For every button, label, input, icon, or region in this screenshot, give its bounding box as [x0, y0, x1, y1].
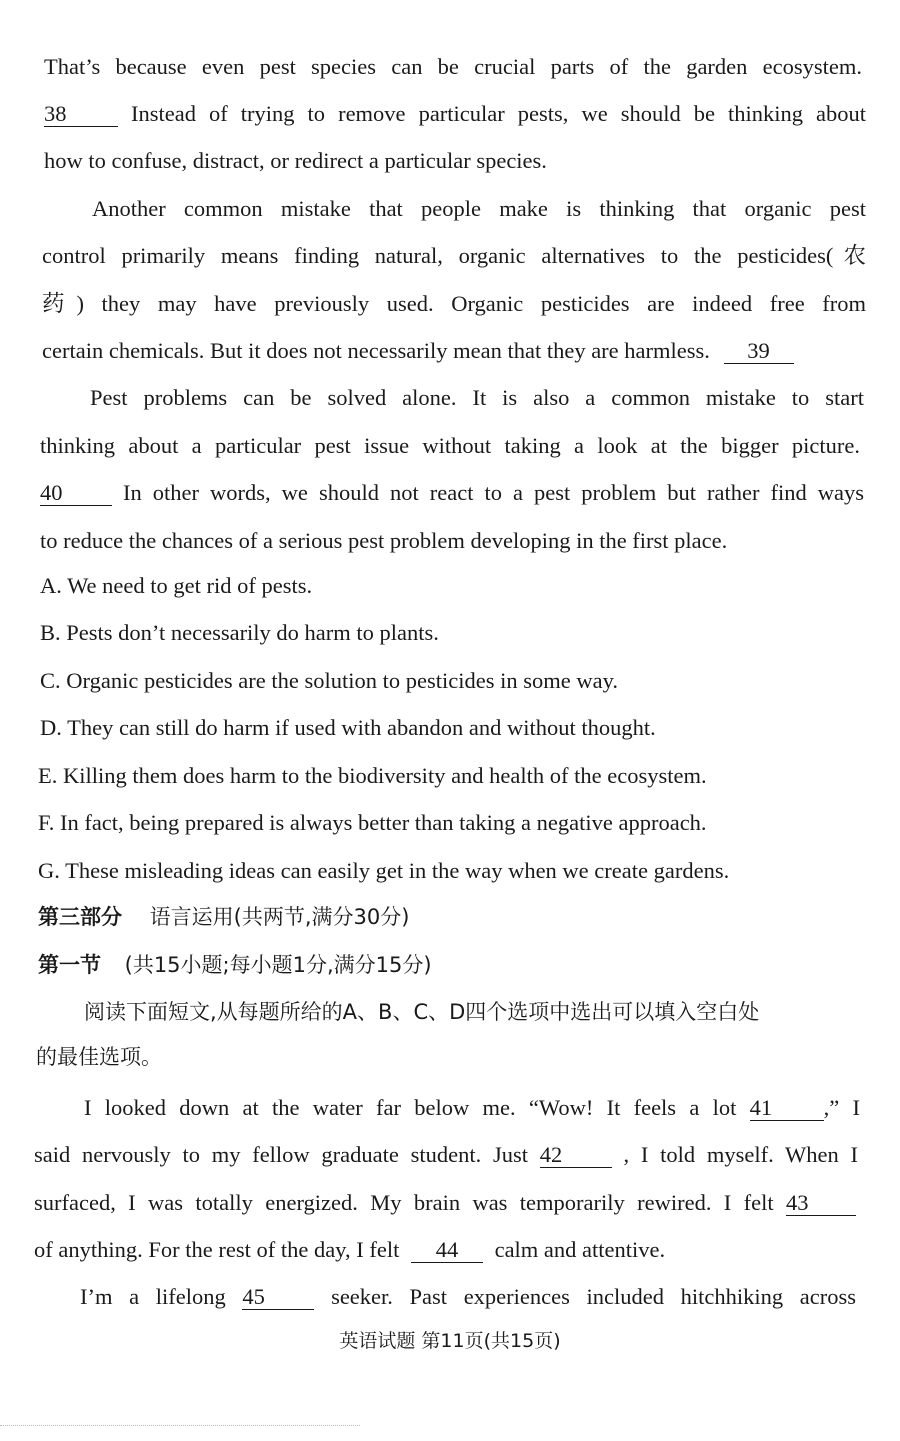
option-c: C. Organic pesticides are the solution to pesticides in some way. — [40, 668, 619, 693]
text-span: thinking about a particular pest issue without taking a look at the bigger picture. — [40, 433, 860, 458]
text-span: I looked down at the water far below me. “Wow! It feels a lot — [84, 1095, 737, 1120]
text-span: control primarily means finding natural, organic alternatives to the pesticides(农 — [42, 243, 866, 268]
passage-line — [42, 336, 794, 366]
option-e: E. Killing them does harm to the biodiversity and health of the ecosystem. — [38, 763, 707, 788]
cloze-line — [84, 1093, 860, 1123]
option-d: D. They can still do harm if used with abandon and without thought. — [40, 715, 656, 740]
blank-44: 44 — [411, 1238, 483, 1263]
text-span: calm and attentive. — [494, 1237, 666, 1262]
passage-line — [40, 526, 727, 556]
passage-line — [44, 146, 547, 176]
blank-38: 38 — [44, 102, 118, 127]
text-span: Instead of trying to remove particular pests, we should be thinking about — [131, 101, 866, 126]
page-footer: 英语试题 第11页(共15页) — [339, 1330, 561, 1352]
cloze-line — [34, 1235, 665, 1265]
text-span: ,” I — [823, 1095, 860, 1120]
blank-45: 45 — [242, 1285, 314, 1310]
text-span: Another common mistake that people make is thinking that organic pest — [92, 196, 866, 221]
text-span: of anything. For the rest of the day, I felt — [34, 1237, 400, 1262]
blank-40: 40 — [40, 481, 112, 506]
text-span: In other words, we should not react to a pest problem but rather find ways — [123, 480, 865, 505]
passage-line — [44, 52, 862, 82]
option-b: B. Pests don’t necessarily do harm to plants. — [40, 620, 439, 645]
instructions-line — [36, 1042, 162, 1072]
cloze-line — [34, 1140, 858, 1170]
text-span: 阅读下面短文,从每题所给的A、B、C、D四个选项中选出可以填入空白处 — [84, 1000, 760, 1024]
part-heading — [38, 902, 409, 932]
passage-line — [92, 194, 866, 224]
scan-edge-divider — [0, 1425, 360, 1426]
section-heading — [38, 950, 432, 980]
passage-line — [90, 383, 864, 413]
section-note: (共15小题;每小题1分,满分15分) — [124, 953, 432, 977]
passage-line — [40, 431, 860, 461]
passage-line — [40, 478, 864, 508]
passage-line — [44, 99, 866, 129]
option-a: A. We need to get rid of pests. — [40, 573, 313, 598]
text-span: I’m a lifelong — [80, 1284, 226, 1309]
text-span: certain chemicals. But it does not necessarily mean that they are harmless. — [42, 338, 710, 363]
part-title: 第三部分 — [38, 905, 122, 929]
text-span: That’s because even pest species can be crucial parts of the garden ecosystem. — [44, 54, 862, 79]
text-span: , I told myself. When I — [623, 1142, 859, 1167]
blank-42: 42 — [540, 1143, 612, 1168]
option-f: F. In fact, being prepared is always better than taking a negative approach. — [38, 810, 707, 835]
passage-line — [42, 241, 866, 271]
text-span: surfaced, I was totally energized. My brain was temporarily rewired. I felt — [34, 1190, 774, 1215]
text-span: Pest problems can be solved alone. It is also a common mistake to start — [90, 385, 864, 410]
blank-43: 43 — [786, 1191, 856, 1216]
text-span: to reduce the chances of a serious pest problem developing in the first place. — [40, 528, 728, 553]
text-span: seeker. Past experiences included hitchhiking across — [331, 1284, 857, 1309]
cloze-line — [34, 1188, 856, 1218]
text-span: said nervously to my fellow graduate student. Just — [34, 1142, 528, 1167]
section-title: 第一节 — [38, 953, 101, 977]
text-span: how to confuse, distract, or redirect a particular species. — [44, 148, 547, 173]
text-span: 药) they may have previously used. Organic pesticides are indeed free from — [42, 291, 866, 316]
instructions-line — [84, 997, 759, 1027]
blank-39: 39 — [724, 339, 794, 364]
cloze-line — [80, 1282, 856, 1312]
text-span: 的最佳选项。 — [36, 1045, 162, 1069]
blank-41: 41 — [750, 1096, 824, 1121]
part-note: 语言运用(共两节,满分30分) — [149, 905, 410, 929]
option-g: G. These misleading ideas can easily get in the way when we create gardens. — [38, 858, 730, 883]
passage-line — [42, 289, 866, 319]
